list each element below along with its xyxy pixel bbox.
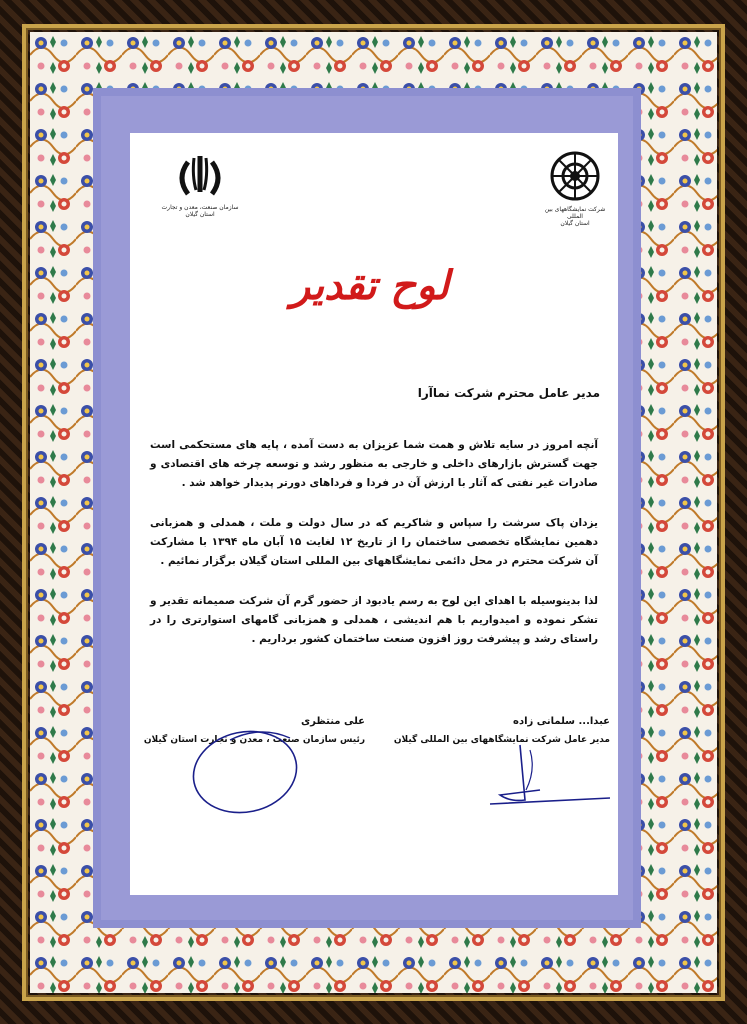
left-logo-caption-1: سازمان صنعت، معدن و تجارت	[161, 204, 239, 211]
emblem-icon	[170, 152, 230, 200]
right-logo-caption-1: شرکت نمایشگاههای بین المللی	[544, 206, 606, 221]
signatory-left-role: رئیس سازمان صنعت ، معدن و تجارت استان گیلان	[143, 735, 365, 745]
paragraph-3: لذا بدینوسیله با اهدای این لوح به رسم یادبود از حضور گرم آن شرکت صمیمانه تقدیر و تشکر نموده و امیدواریم با هم اندیشی ، همدلی و همزبانی گامهای استوارتری را در راستای رشد و پیشرفت روز افزون صنعت ساختمان کشور برداریم .	[150, 595, 598, 645]
signatory-right-role: مدیر عامل شرکت نمایشگاههای بین المللی گیلان	[393, 735, 610, 745]
globe-logo-icon	[549, 150, 601, 202]
certificate-title: لوح تقدیر	[290, 262, 450, 309]
iran-emblem-logo	[160, 152, 240, 237]
addressee-line: مدیر عامل محترم شرکت نماآرا	[417, 386, 600, 400]
signature-right-scribble	[470, 740, 620, 815]
signatory-right-name: عبدا... سلمانی زاده	[513, 716, 610, 727]
exhibition-company-logo	[540, 150, 610, 235]
signature-left-scribble	[190, 720, 320, 820]
left-logo-caption-2: استان گیلان	[185, 211, 215, 219]
signatory-left-name: علی منتظری	[301, 716, 365, 727]
right-logo-caption-2: استان گیلان	[560, 220, 590, 228]
paragraph-1: آنچه امروز در سایه تلاش و همت شما عزیزان به دست آمده ، پایه های مستحکمی است جهت گسترش بازارهای داخلی و خارجی به منظور رشد و توسعه چرخه های اقتصادی و صادرات غیر نفتی که آثار با ارزش آن در فردا و فرداهای دورتر پدیدار خواهد شد .	[150, 439, 598, 489]
paragraph-2: یزدان پاک سرشت را سپاس و شاکریم که در سال دولت و ملت ، همدلی و همزبانی دهمین نمایشگاه تخصصی ساختمان را از تاریخ ۱۲ لغایت ۱۵ آبان ماه ۱۳۹۴ با مشارکت آن شرکت محترم در محل دائمی نمایشگاههای بین المللی استان گیلان برگزار نمائیم .	[150, 517, 599, 567]
